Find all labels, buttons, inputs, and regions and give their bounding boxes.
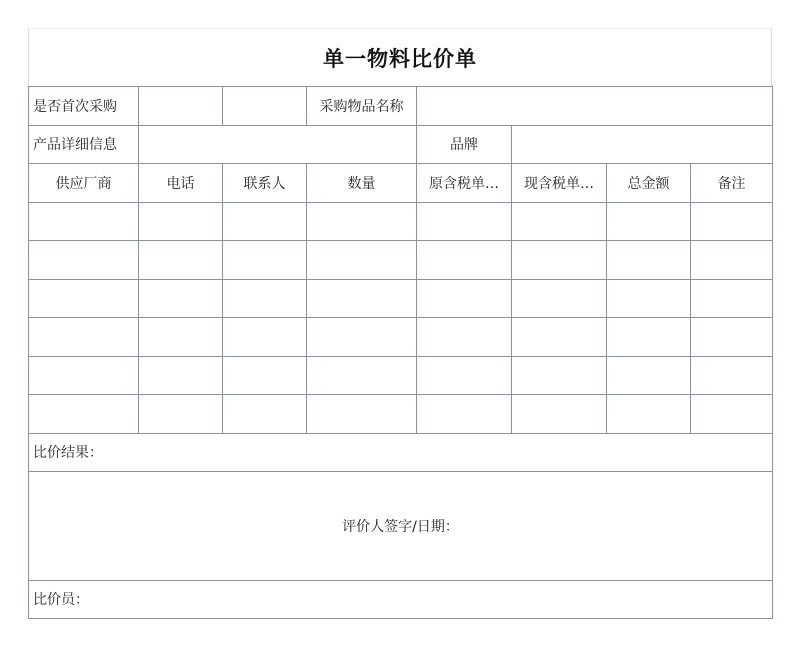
cell-current-price[interactable] — [512, 356, 607, 395]
first-purchase-label: 是否首次采购 — [29, 87, 139, 126]
cell-quantity[interactable] — [307, 318, 417, 357]
cell-original-price[interactable] — [417, 395, 512, 434]
evaluator-signature-label[interactable]: 评价人签字/日期： — [29, 472, 773, 581]
cell-phone[interactable] — [139, 279, 223, 318]
cell-total[interactable] — [607, 241, 691, 280]
signature-row — [29, 472, 773, 581]
table-row — [29, 202, 773, 241]
item-name-value-cell[interactable] — [417, 87, 773, 126]
cell-contact[interactable] — [223, 318, 307, 357]
table-row — [29, 279, 773, 318]
cell-quantity[interactable] — [307, 202, 417, 241]
header-current-tax-price: 现含税单… — [512, 164, 607, 203]
cell-quantity[interactable] — [307, 241, 417, 280]
header-remarks: 备注 — [691, 164, 773, 203]
cell-phone[interactable] — [139, 395, 223, 434]
page-title: 单一物料比价单 — [323, 47, 477, 71]
first-purchase-value-cell[interactable] — [139, 87, 223, 126]
cell-contact[interactable] — [223, 356, 307, 395]
cell-total[interactable] — [607, 202, 691, 241]
cell-supplier[interactable] — [29, 279, 139, 318]
cell-supplier[interactable] — [29, 395, 139, 434]
table-row — [29, 356, 773, 395]
table-row — [29, 318, 773, 357]
cell-original-price[interactable] — [417, 356, 512, 395]
cell-original-price[interactable] — [417, 318, 512, 357]
cell-current-price[interactable] — [512, 318, 607, 357]
comparison-table — [28, 86, 773, 619]
header-contact: 联系人 — [223, 164, 307, 203]
cell-original-price[interactable] — [417, 279, 512, 318]
cell-remarks[interactable] — [691, 356, 773, 395]
header-quantity: 数量 — [307, 164, 417, 203]
cell-total[interactable] — [607, 356, 691, 395]
cell-remarks[interactable] — [691, 202, 773, 241]
cell-phone[interactable] — [139, 318, 223, 357]
cell-current-price[interactable] — [512, 279, 607, 318]
header-supplier: 供应厂商 — [29, 164, 139, 203]
cell-original-price[interactable] — [417, 241, 512, 280]
table-row — [29, 241, 773, 280]
table-header-row — [29, 164, 773, 203]
cell-supplier[interactable] — [29, 318, 139, 357]
product-detail-label: 产品详细信息 — [29, 125, 139, 164]
cell-remarks[interactable] — [691, 395, 773, 434]
cell-current-price[interactable] — [512, 395, 607, 434]
first-purchase-extra-cell[interactable] — [223, 87, 307, 126]
cell-remarks[interactable] — [691, 279, 773, 318]
cell-supplier[interactable] — [29, 356, 139, 395]
first-purchase-row — [29, 87, 773, 126]
cell-supplier[interactable] — [29, 202, 139, 241]
cell-remarks[interactable] — [691, 318, 773, 357]
cell-total[interactable] — [607, 395, 691, 434]
cell-quantity[interactable] — [307, 279, 417, 318]
cell-current-price[interactable] — [512, 202, 607, 241]
cell-total[interactable] — [607, 279, 691, 318]
cell-phone[interactable] — [139, 202, 223, 241]
cell-original-price[interactable] — [417, 202, 512, 241]
header-phone: 电话 — [139, 164, 223, 203]
comparison-result-label[interactable]: 比价结果： — [29, 433, 773, 472]
cell-contact[interactable] — [223, 395, 307, 434]
title-row — [28, 28, 772, 87]
cell-contact[interactable] — [223, 279, 307, 318]
cell-quantity[interactable] — [307, 395, 417, 434]
cell-quantity[interactable] — [307, 356, 417, 395]
cell-phone[interactable] — [139, 356, 223, 395]
cell-total[interactable] — [607, 318, 691, 357]
comparison-sheet — [28, 28, 772, 634]
header-total-amount: 总金额 — [607, 164, 691, 203]
brand-value-cell[interactable] — [512, 125, 773, 164]
comparer-row — [29, 580, 773, 619]
cell-contact[interactable] — [223, 202, 307, 241]
item-name-label: 采购物品名称 — [307, 87, 417, 126]
product-detail-value-cell[interactable] — [139, 125, 417, 164]
cell-contact[interactable] — [223, 241, 307, 280]
brand-label: 品牌 — [417, 125, 512, 164]
header-original-tax-price: 原含税单… — [417, 164, 512, 203]
product-detail-row — [29, 125, 773, 164]
comparer-label[interactable]: 比价员： — [29, 580, 773, 619]
cell-remarks[interactable] — [691, 241, 773, 280]
result-row — [29, 433, 773, 472]
cell-phone[interactable] — [139, 241, 223, 280]
cell-current-price[interactable] — [512, 241, 607, 280]
table-row — [29, 395, 773, 434]
cell-supplier[interactable] — [29, 241, 139, 280]
